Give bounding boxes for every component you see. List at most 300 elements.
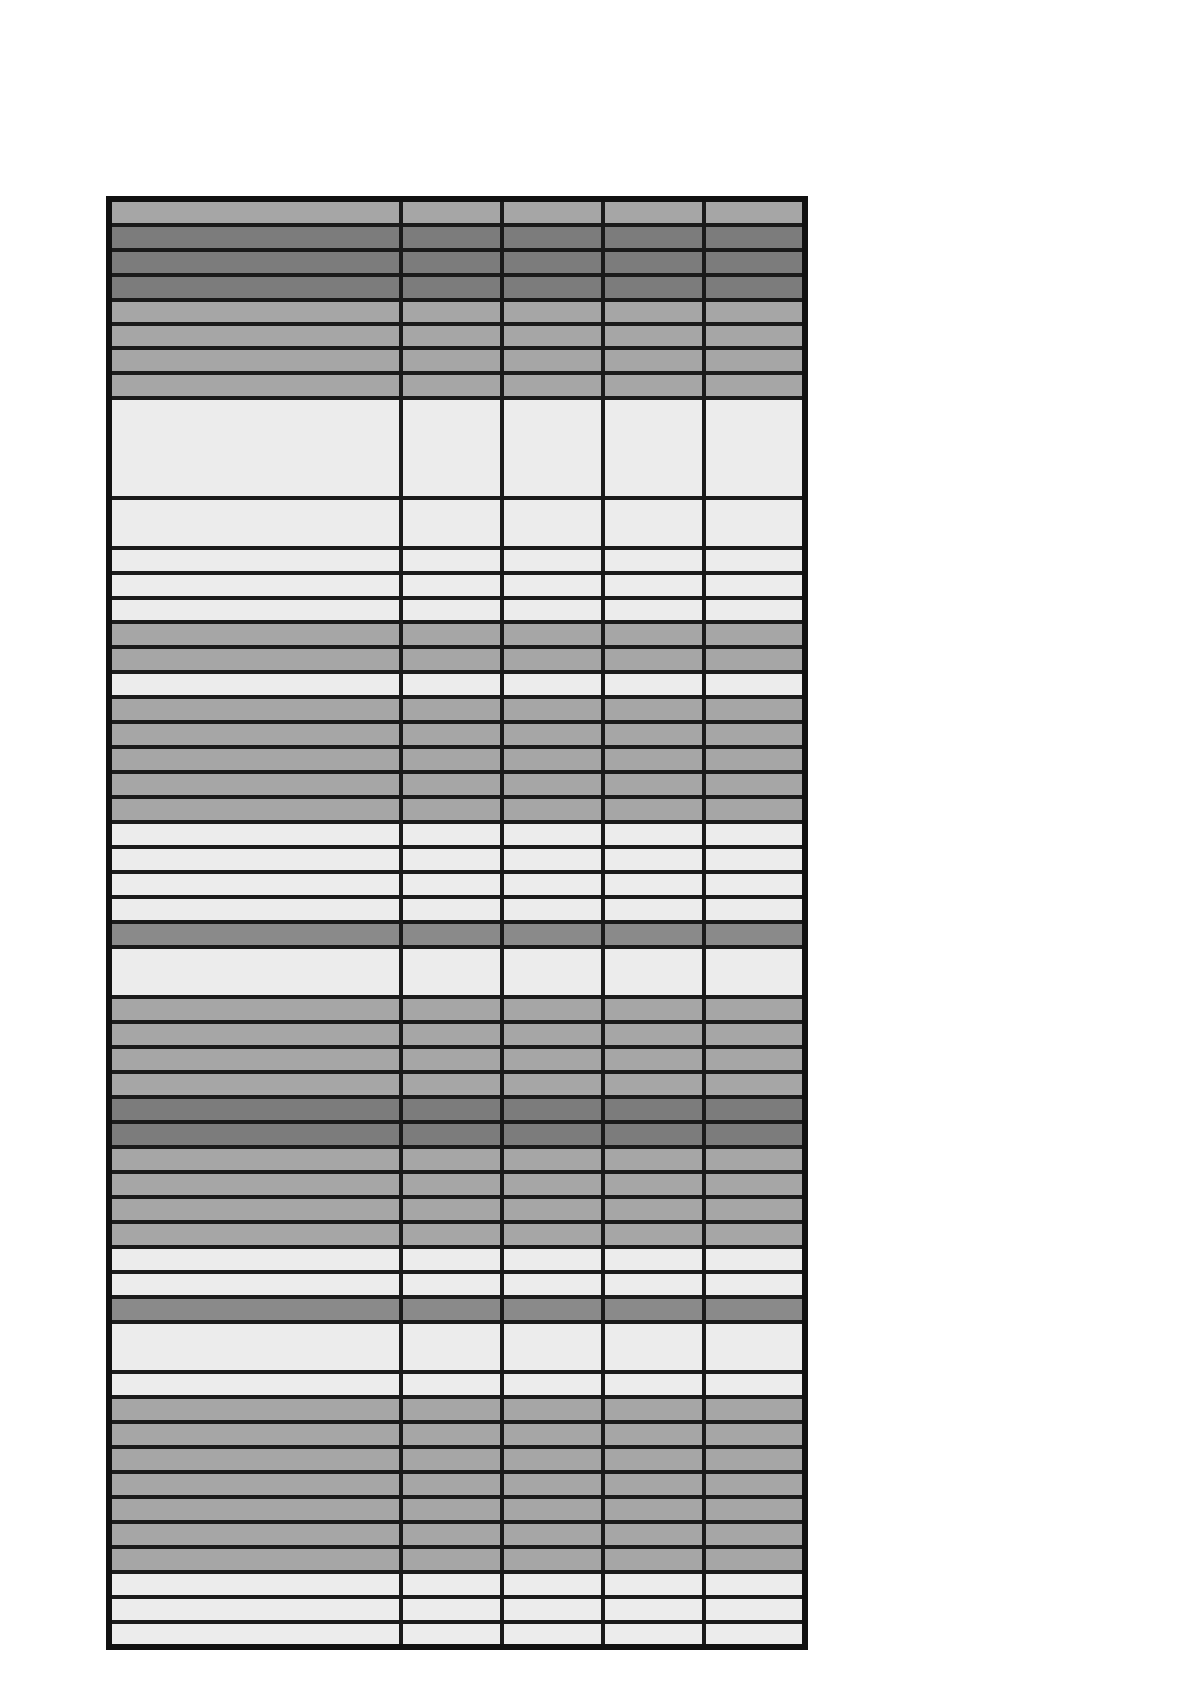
table-row — [109, 1622, 805, 1647]
year-cell-4 — [704, 573, 805, 598]
year-cell-2 — [502, 1097, 603, 1122]
year-cell-2 — [502, 847, 603, 872]
label-cell — [109, 225, 401, 250]
year-cell-1 — [401, 250, 502, 275]
year-cell-1 — [401, 548, 502, 573]
year-cell-4 — [704, 1222, 805, 1247]
year-cell-2 — [502, 225, 603, 250]
table-row — [109, 897, 805, 922]
year-cell-1 — [401, 498, 502, 548]
label-cell — [109, 1397, 401, 1422]
year-cell-4 — [704, 1022, 805, 1047]
year-cell-2 — [502, 1022, 603, 1047]
table-row — [109, 1172, 805, 1197]
year-cell-4 — [704, 897, 805, 922]
year-cell-3 — [603, 647, 704, 672]
year-cell-4 — [704, 1422, 805, 1447]
table-row — [109, 947, 805, 997]
year-cell-4 — [704, 647, 805, 672]
year-cell-2 — [502, 1372, 603, 1397]
label-cell — [109, 647, 401, 672]
year-cell-3 — [603, 1622, 704, 1647]
year-cell-1 — [401, 997, 502, 1022]
year-cell-3 — [603, 324, 704, 348]
year-cell-2 — [502, 1272, 603, 1297]
year-cell-1 — [401, 1247, 502, 1272]
year-cell-4 — [704, 275, 805, 300]
year-cell-2 — [502, 1322, 603, 1372]
label-cell — [109, 1597, 401, 1622]
year-cell-1 — [401, 922, 502, 947]
year-cell-2 — [502, 1547, 603, 1572]
year-cell-4 — [704, 947, 805, 997]
year-cell-1 — [401, 1397, 502, 1422]
year-cell-1 — [401, 1447, 502, 1472]
year-cell-4 — [704, 1472, 805, 1497]
year-cell-2 — [502, 398, 603, 498]
year-cell-1 — [401, 1522, 502, 1547]
table-row — [109, 498, 805, 548]
year-cell-4 — [704, 1247, 805, 1272]
label-cell — [109, 772, 401, 797]
year-cell-3 — [603, 275, 704, 300]
year-cell-1 — [401, 1047, 502, 1072]
year-cell-2 — [502, 1147, 603, 1172]
year-cell-1 — [401, 897, 502, 922]
year-cell-2 — [502, 1072, 603, 1097]
year-cell-1 — [401, 947, 502, 997]
label-cell — [109, 1322, 401, 1372]
year-cell-2 — [502, 1472, 603, 1497]
year-cell-4 — [704, 697, 805, 722]
table-row — [109, 797, 805, 822]
year-cell-1 — [401, 1122, 502, 1147]
table-row — [109, 1147, 805, 1172]
label-cell — [109, 1197, 401, 1222]
year-cell-1 — [401, 822, 502, 847]
year-cell-4 — [704, 225, 805, 250]
year-cell-3 — [603, 1597, 704, 1622]
year-cell-1 — [401, 348, 502, 373]
table-row — [109, 199, 805, 225]
year-cell-3 — [603, 1397, 704, 1422]
year-cell-1 — [401, 1497, 502, 1522]
year-cell-3 — [603, 947, 704, 997]
year-cell-4 — [704, 250, 805, 275]
label-cell — [109, 1622, 401, 1647]
year-cell-1 — [401, 747, 502, 772]
table-row — [109, 822, 805, 847]
label-cell — [109, 947, 401, 997]
label-cell — [109, 722, 401, 747]
label-cell — [109, 622, 401, 647]
year-cell-3 — [603, 1197, 704, 1222]
year-cell-4 — [704, 1072, 805, 1097]
year-cell-2 — [502, 822, 603, 847]
year-cell-1 — [401, 797, 502, 822]
year-cell-3 — [603, 897, 704, 922]
year-cell-3 — [603, 348, 704, 373]
year-cell-4 — [704, 797, 805, 822]
year-cell-4 — [704, 672, 805, 697]
label-cell — [109, 1297, 401, 1322]
table-row — [109, 847, 805, 872]
year-cell-2 — [502, 922, 603, 947]
year-cell-4 — [704, 1372, 805, 1397]
year-cell-2 — [502, 697, 603, 722]
year-cell-1 — [401, 1272, 502, 1297]
table-row — [109, 1447, 805, 1472]
year-cell-2 — [502, 647, 603, 672]
year-cell-1 — [401, 1472, 502, 1497]
year-cell-1 — [401, 1322, 502, 1372]
table-row — [109, 1572, 805, 1597]
year-cell-4 — [704, 548, 805, 573]
label-cell — [109, 697, 401, 722]
label-cell — [109, 872, 401, 897]
year-cell-4 — [704, 1497, 805, 1522]
data-table — [106, 196, 808, 1650]
label-cell — [109, 1072, 401, 1097]
year-cell-3 — [603, 1022, 704, 1047]
section-header-row — [109, 922, 805, 947]
year-cell-2 — [502, 897, 603, 922]
label-cell — [109, 348, 401, 373]
year-cell-3 — [603, 1172, 704, 1197]
table-row — [109, 1222, 805, 1247]
label-cell — [109, 250, 401, 275]
year-cell-4 — [704, 300, 805, 324]
table-row — [109, 598, 805, 622]
year-cell-3 — [603, 373, 704, 398]
year-cell-2 — [502, 373, 603, 398]
year-cell-2 — [502, 947, 603, 997]
year-cell-1 — [401, 300, 502, 324]
year-cell-1 — [401, 373, 502, 398]
label-cell — [109, 922, 401, 947]
year-cell-4 — [704, 1522, 805, 1547]
year-cell-2 — [502, 1297, 603, 1322]
year-cell-3 — [603, 1447, 704, 1472]
year-cell-2 — [502, 1172, 603, 1197]
year-cell-1 — [401, 1547, 502, 1572]
year-cell-2 — [502, 997, 603, 1022]
label-cell — [109, 1472, 401, 1497]
year-cell-3 — [603, 398, 704, 498]
year-cell-4 — [704, 872, 805, 897]
table-row — [109, 1047, 805, 1072]
year-cell-3 — [603, 300, 704, 324]
year-cell-1 — [401, 1172, 502, 1197]
year-cell-4 — [704, 1597, 805, 1622]
year-cell-3 — [603, 997, 704, 1022]
year-cell-4 — [704, 199, 805, 225]
year-cell-4 — [704, 398, 805, 498]
table-row — [109, 275, 805, 300]
year-cell-2 — [502, 1397, 603, 1422]
year-cell-2 — [502, 1522, 603, 1547]
year-cell-3 — [603, 822, 704, 847]
year-cell-3 — [603, 872, 704, 897]
label-cell — [109, 1097, 401, 1122]
year-cell-2 — [502, 1047, 603, 1072]
label-cell — [109, 1422, 401, 1447]
year-cell-2 — [502, 1622, 603, 1647]
year-cell-1 — [401, 598, 502, 622]
year-cell-3 — [603, 1047, 704, 1072]
section-header-row — [109, 1297, 805, 1322]
label-cell — [109, 847, 401, 872]
year-cell-3 — [603, 747, 704, 772]
year-cell-2 — [502, 548, 603, 573]
year-cell-4 — [704, 1622, 805, 1647]
table-row — [109, 1197, 805, 1222]
year-cell-1 — [401, 1022, 502, 1047]
year-cell-3 — [603, 1247, 704, 1272]
year-cell-4 — [704, 1322, 805, 1372]
label-cell — [109, 199, 401, 225]
label-cell — [109, 1147, 401, 1172]
year-cell-3 — [603, 1122, 704, 1147]
label-cell — [109, 822, 401, 847]
year-cell-3 — [603, 498, 704, 548]
year-cell-3 — [603, 847, 704, 872]
year-cell-1 — [401, 1072, 502, 1097]
table-row — [109, 622, 805, 647]
year-cell-2 — [502, 498, 603, 548]
table-row — [109, 1547, 805, 1572]
table-row — [109, 348, 805, 373]
year-cell-2 — [502, 324, 603, 348]
year-cell-1 — [401, 872, 502, 897]
label-cell — [109, 324, 401, 348]
year-cell-1 — [401, 722, 502, 747]
year-cell-2 — [502, 1222, 603, 1247]
year-cell-3 — [603, 1497, 704, 1522]
year-cell-2 — [502, 1447, 603, 1472]
table-row — [109, 1597, 805, 1622]
year-cell-1 — [401, 772, 502, 797]
label-cell — [109, 797, 401, 822]
year-cell-3 — [603, 797, 704, 822]
year-cell-3 — [603, 1472, 704, 1497]
year-cell-3 — [603, 672, 704, 697]
year-cell-3 — [603, 1522, 704, 1547]
year-cell-2 — [502, 672, 603, 697]
year-cell-4 — [704, 598, 805, 622]
year-cell-3 — [603, 199, 704, 225]
label-cell — [109, 1272, 401, 1297]
year-cell-4 — [704, 747, 805, 772]
year-cell-4 — [704, 1147, 805, 1172]
year-cell-3 — [603, 1072, 704, 1097]
year-cell-3 — [603, 1147, 704, 1172]
year-cell-2 — [502, 199, 603, 225]
table-row — [109, 1372, 805, 1397]
year-cell-4 — [704, 498, 805, 548]
year-cell-4 — [704, 1097, 805, 1122]
label-cell — [109, 1222, 401, 1247]
year-cell-4 — [704, 1397, 805, 1422]
year-cell-2 — [502, 722, 603, 747]
table-row — [109, 300, 805, 324]
table-row — [109, 1022, 805, 1047]
year-cell-4 — [704, 1122, 805, 1147]
year-cell-1 — [401, 647, 502, 672]
year-cell-4 — [704, 772, 805, 797]
table-row — [109, 1097, 805, 1122]
year-cell-2 — [502, 598, 603, 622]
table-row — [109, 1072, 805, 1097]
year-cell-4 — [704, 348, 805, 373]
label-cell — [109, 275, 401, 300]
year-cell-4 — [704, 1172, 805, 1197]
year-cell-4 — [704, 324, 805, 348]
label-cell — [109, 1247, 401, 1272]
year-cell-4 — [704, 822, 805, 847]
label-cell — [109, 1022, 401, 1047]
year-cell-4 — [704, 1197, 805, 1222]
table-row — [109, 398, 805, 498]
table-row — [109, 373, 805, 398]
year-cell-2 — [502, 622, 603, 647]
year-cell-3 — [603, 1322, 704, 1372]
table-row — [109, 872, 805, 897]
year-cell-4 — [704, 1047, 805, 1072]
year-cell-1 — [401, 1422, 502, 1447]
year-cell-2 — [502, 1247, 603, 1272]
year-cell-4 — [704, 997, 805, 1022]
label-cell — [109, 747, 401, 772]
year-cell-2 — [502, 1122, 603, 1147]
year-cell-1 — [401, 1572, 502, 1597]
label-cell — [109, 897, 401, 922]
table-row — [109, 1322, 805, 1372]
year-cell-1 — [401, 622, 502, 647]
year-cell-2 — [502, 300, 603, 324]
label-cell — [109, 548, 401, 573]
table-row — [109, 672, 805, 697]
label-cell — [109, 598, 401, 622]
year-cell-2 — [502, 573, 603, 598]
year-cell-2 — [502, 348, 603, 373]
year-cell-1 — [401, 573, 502, 598]
year-cell-1 — [401, 1597, 502, 1622]
label-cell — [109, 300, 401, 324]
year-cell-4 — [704, 622, 805, 647]
year-cell-3 — [603, 1297, 704, 1322]
label-cell — [109, 1497, 401, 1522]
year-cell-3 — [603, 772, 704, 797]
year-cell-1 — [401, 672, 502, 697]
year-cell-3 — [603, 697, 704, 722]
table-body — [109, 199, 805, 1647]
table-row — [109, 997, 805, 1022]
table-row — [109, 1472, 805, 1497]
year-cell-1 — [401, 199, 502, 225]
year-cell-2 — [502, 1197, 603, 1222]
year-cell-1 — [401, 1372, 502, 1397]
year-cell-4 — [704, 1447, 805, 1472]
year-cell-1 — [401, 847, 502, 872]
year-cell-3 — [603, 922, 704, 947]
label-cell — [109, 398, 401, 498]
label-cell — [109, 498, 401, 548]
year-cell-1 — [401, 398, 502, 498]
year-cell-1 — [401, 1622, 502, 1647]
year-cell-3 — [603, 548, 704, 573]
table-row — [109, 324, 805, 348]
table-row — [109, 225, 805, 250]
year-cell-3 — [603, 598, 704, 622]
table-row — [109, 1122, 805, 1147]
label-cell — [109, 1122, 401, 1147]
table-row — [109, 250, 805, 275]
year-cell-2 — [502, 1572, 603, 1597]
table-row — [109, 1497, 805, 1522]
label-cell — [109, 1047, 401, 1072]
year-cell-3 — [603, 573, 704, 598]
table-row — [109, 697, 805, 722]
year-cell-4 — [704, 922, 805, 947]
year-cell-1 — [401, 1197, 502, 1222]
year-cell-3 — [603, 250, 704, 275]
label-cell — [109, 1172, 401, 1197]
year-cell-2 — [502, 747, 603, 772]
year-cell-2 — [502, 275, 603, 300]
year-cell-2 — [502, 1497, 603, 1522]
label-cell — [109, 373, 401, 398]
table-row — [109, 1247, 805, 1272]
label-cell — [109, 997, 401, 1022]
year-cell-4 — [704, 1547, 805, 1572]
label-cell — [109, 1522, 401, 1547]
label-cell — [109, 672, 401, 697]
year-cell-1 — [401, 324, 502, 348]
year-cell-1 — [401, 1297, 502, 1322]
label-cell — [109, 1572, 401, 1597]
year-cell-3 — [603, 622, 704, 647]
label-cell — [109, 573, 401, 598]
year-cell-1 — [401, 275, 502, 300]
table-row — [109, 772, 805, 797]
year-cell-4 — [704, 1572, 805, 1597]
year-cell-1 — [401, 697, 502, 722]
year-cell-3 — [603, 1097, 704, 1122]
year-cell-3 — [603, 1422, 704, 1447]
table-row — [109, 1397, 805, 1422]
year-cell-1 — [401, 1222, 502, 1247]
table-row — [109, 747, 805, 772]
table-row — [109, 1422, 805, 1447]
year-cell-2 — [502, 1422, 603, 1447]
year-cell-4 — [704, 722, 805, 747]
label-cell — [109, 1447, 401, 1472]
year-cell-2 — [502, 1597, 603, 1622]
year-cell-4 — [704, 373, 805, 398]
year-cell-3 — [603, 722, 704, 747]
year-cell-2 — [502, 250, 603, 275]
year-cell-4 — [704, 847, 805, 872]
table-row — [109, 573, 805, 598]
table-row — [109, 722, 805, 747]
year-cell-3 — [603, 225, 704, 250]
year-cell-2 — [502, 797, 603, 822]
label-cell — [109, 1372, 401, 1397]
year-cell-3 — [603, 1547, 704, 1572]
label-cell — [109, 1547, 401, 1572]
year-cell-3 — [603, 1222, 704, 1247]
